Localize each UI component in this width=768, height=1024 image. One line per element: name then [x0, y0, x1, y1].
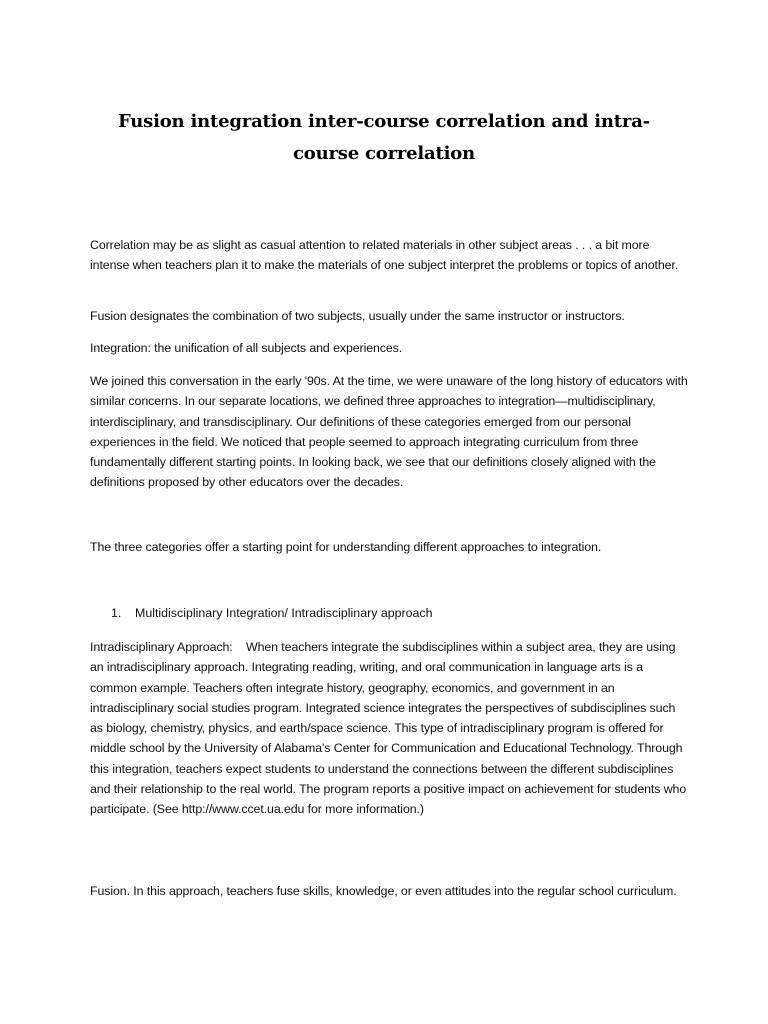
- list-heading-text: Multidisciplinary Integration/ Intradisciplinary approach: [135, 606, 433, 620]
- conversation-paragraph: We joined this conversation in the early '90s. At the time, we were unaware of the long history of educators with similar concerns. In our separate locations, we defined three approaches to integration—multidisciplinary, interdisciplinary, and transdisciplinary. Our definitions of these categories emerged from our personal experiences in the field. We noticed that people seemed to approach integrating curriculum from three fundamentally different starting points. In looking back, we see that our definitions closely aligned with the definitions proposed by other educators over the decades.: [90, 374, 688, 490]
- three-categories-paragraph: The three categories offer a starting point for understanding different approaches to integration.: [90, 540, 602, 554]
- correlation-paragraph: Correlation may be as slight as casual attention to related materials in other subject areas . . . a bit more intense when teachers plan it to make the materials of one subject interpret the problems or topics of another.: [90, 238, 679, 273]
- fusion-definition-paragraph: Fusion designates the combination of two subjects, usually under the same instructor or instructors.: [90, 309, 625, 323]
- intradisciplinary-paragraph: [90, 637, 690, 820]
- integration-definition-paragraph: Integration: the unification of all subjects and experiences.: [90, 341, 403, 355]
- list-number: 1.: [111, 606, 122, 620]
- fusion-approach-paragraph: Fusion. In this approach, teachers fuse skills, knowledge, or even attitudes into the regular school curriculum.: [90, 884, 677, 898]
- intradisciplinary-lead: Intradisciplinary Approach:: [90, 640, 233, 654]
- document-title: Fusion integration inter-course correlation and intra-course correlation: [118, 111, 650, 164]
- list-heading: [111, 603, 681, 623]
- intradisciplinary-body: When teachers integrate the subdisciplines within a subject area, they are using an intradisciplinary approach. Integrating reading, writing, and oral communication in language arts is a common example. Teachers often integrate history, geography, economics, and government in an intradisciplinary social studies program. Integrated science integrates the perspectives of subdisciplines such as biology, chemistry, physics, and earth/space science. This type of intradisciplinary program is offered for middle school by the University of Alabama's Center for Communication and Educational Technology. Through this integration, teachers expect students to understand the connections between the different subdisciplines and their relationship to the real world. The program reports a positive impact on achievement for students who participate. (See http://www.ccet.ua.edu for more information.): [90, 640, 687, 817]
